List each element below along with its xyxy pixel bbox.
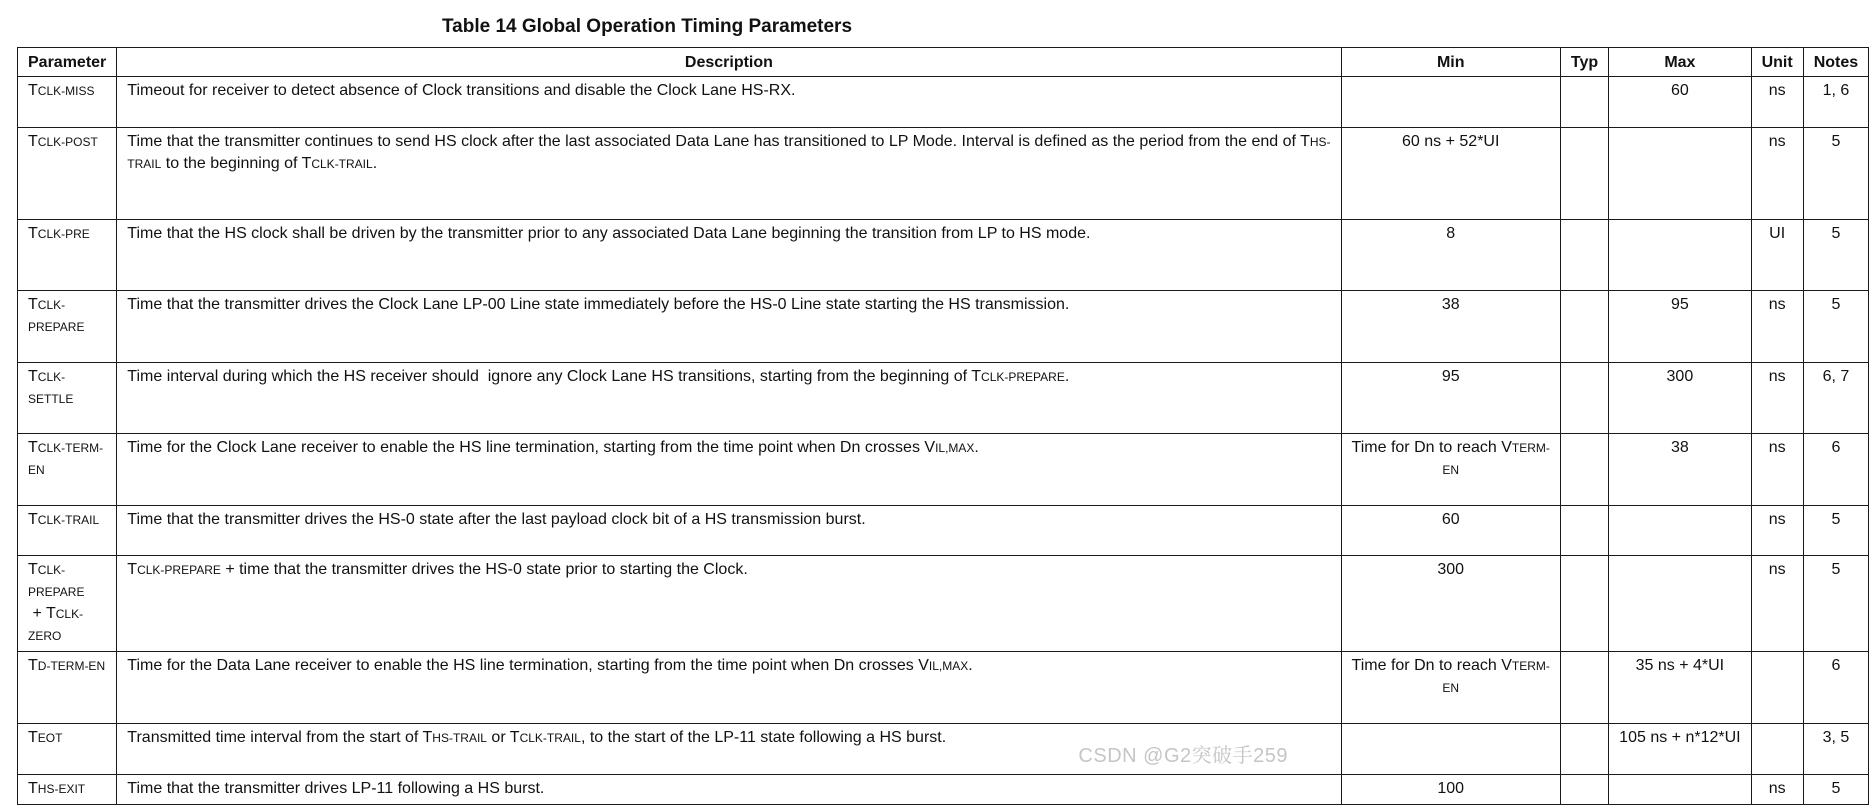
description-cell (117, 363, 1341, 434)
symbol-subscript: CLK-PREPARE (28, 563, 85, 599)
unit-cell (1751, 652, 1803, 724)
symbol-letter: T (509, 729, 520, 746)
symbol-letter: T (1300, 133, 1310, 150)
timing-parameters-table (17, 47, 1869, 805)
symbol-subscript: D-TERM-EN (37, 659, 106, 673)
typ-cell (1560, 506, 1608, 556)
description-cell (117, 77, 1341, 128)
symbol-subscript: EOT (37, 731, 63, 745)
symbol-subscript: CLK-TRAIL (311, 157, 373, 171)
header-max: Max (1609, 48, 1751, 77)
text-segment: 100 (1437, 780, 1465, 797)
symbol-subscript: CLK-TERM-EN (28, 441, 104, 477)
notes-cell: 5 (1803, 775, 1868, 805)
unit-cell: ns (1751, 506, 1803, 556)
unit-cell: ns (1751, 291, 1803, 363)
header-min: Min (1341, 48, 1560, 77)
max-cell (1609, 724, 1751, 775)
text-segment: 95 (1670, 296, 1689, 313)
symbol-subscript: CLK-TRAIL (37, 513, 100, 527)
symbol-letter: V (1501, 657, 1512, 674)
symbol-subscript: IL,MAX (928, 659, 969, 673)
table-row (18, 128, 1869, 220)
description-cell (117, 506, 1341, 556)
notes-cell: 5 (1803, 128, 1868, 220)
text-segment: 60 ns + 52*UI (1402, 133, 1500, 150)
text-segment: or (486, 729, 510, 746)
min-cell (1341, 128, 1560, 220)
notes-cell: 5 (1803, 220, 1868, 291)
typ-cell (1560, 363, 1608, 434)
notes-cell: 6, 7 (1803, 363, 1868, 434)
text-segment: 300 (1666, 368, 1694, 385)
symbol-letter: T (301, 155, 312, 172)
symbol-subscript: TERM-EN (1442, 441, 1550, 477)
table-row (18, 652, 1869, 724)
min-cell (1341, 291, 1560, 363)
header-typ: Typ (1560, 48, 1608, 77)
parameter-cell (18, 220, 117, 291)
symbol-letter: T (28, 729, 38, 746)
text-segment: 8 (1446, 225, 1456, 242)
parameter-cell (18, 556, 117, 652)
min-cell (1341, 652, 1560, 724)
notes-cell: 3, 5 (1803, 724, 1868, 775)
text-segment: Time interval during which the HS receiver should ignore any Clock Lane HS transitions, starting from the beginning of (127, 368, 972, 385)
text-segment: . (968, 657, 973, 674)
header-unit: Unit (1751, 48, 1803, 77)
min-cell (1341, 506, 1560, 556)
parameter-cell (18, 506, 117, 556)
symbol-subscript: HS-TRAIL (127, 135, 1331, 171)
description-cell (117, 652, 1341, 724)
parameter-cell (18, 291, 117, 363)
parameter-cell (18, 724, 117, 775)
symbol-subscript: HS-TRAIL (432, 731, 487, 745)
max-cell (1609, 556, 1751, 652)
description-cell (117, 291, 1341, 363)
table-row (18, 556, 1869, 652)
text-segment: Time that the transmitter drives LP-11 following a HS burst. (127, 780, 545, 797)
text-segment: 105 ns + n*12*UI (1619, 729, 1741, 746)
text-segment: Time for Dn to reach (1351, 657, 1502, 674)
table-row (18, 506, 1869, 556)
symbol-letter: T (422, 729, 433, 746)
parameter-cell (18, 434, 117, 506)
text-segment: Time for Dn to reach (1351, 439, 1502, 456)
symbol-letter: V (918, 657, 929, 674)
min-cell (1341, 434, 1560, 506)
description-cell (117, 434, 1341, 506)
symbol-letter: T (28, 225, 38, 242)
typ-cell (1560, 291, 1608, 363)
text-segment: Time that the transmitter drives the HS-0 state after the last payload clock bit of a HS transmission burst. (127, 511, 866, 528)
parameter-cell (18, 77, 117, 128)
symbol-letter: T (28, 368, 38, 385)
notes-cell: 6 (1803, 434, 1868, 506)
notes-cell: 6 (1803, 652, 1868, 724)
notes-cell: 5 (1803, 291, 1868, 363)
text-segment: 35 ns + 4*UI (1635, 657, 1725, 674)
text-segment: + time that the transmitter drives the HS-0 state prior to starting the Clock. (220, 561, 748, 578)
text-segment: , to the start of the LP-11 state following a HS burst. (580, 729, 947, 746)
symbol-letter: T (28, 780, 38, 797)
min-cell (1341, 220, 1560, 291)
unit-cell: ns (1751, 128, 1803, 220)
min-cell (1341, 77, 1560, 128)
table-row (18, 775, 1869, 805)
symbol-subscript: CLK-SETTLE (28, 370, 74, 406)
notes-cell: 5 (1803, 506, 1868, 556)
header-parameter: Parameter (18, 48, 117, 77)
text-segment: + (28, 605, 46, 622)
unit-cell: ns (1751, 556, 1803, 652)
max-cell (1609, 652, 1751, 724)
min-cell (1341, 775, 1560, 805)
symbol-subscript: CLK-ZERO (28, 607, 84, 643)
unit-cell: ns (1751, 434, 1803, 506)
typ-cell (1560, 128, 1608, 220)
text-segment: 38 (1441, 296, 1460, 313)
symbol-subscript: CLK-PREPARE (981, 370, 1065, 384)
table-row (18, 434, 1869, 506)
typ-cell (1560, 220, 1608, 291)
table-header-row (18, 48, 1869, 77)
text-segment: 60 (1441, 511, 1460, 528)
min-cell (1341, 363, 1560, 434)
max-cell (1609, 434, 1751, 506)
watermark: CSDN @G2突破手259 (1078, 745, 1288, 767)
text-segment: 95 (1441, 368, 1460, 385)
max-cell (1609, 128, 1751, 220)
parameter-cell (18, 775, 117, 805)
typ-cell (1560, 775, 1608, 805)
symbol-letter: T (28, 296, 38, 313)
max-cell (1609, 363, 1751, 434)
symbol-letter: T (28, 439, 38, 456)
symbol-subscript: IL,MAX (935, 441, 975, 455)
max-cell (1609, 220, 1751, 291)
text-segment: Time for the Clock Lane receiver to enable the HS line termination, starting from the time point when Dn crosses (127, 439, 925, 456)
text-segment: 60 (1670, 82, 1689, 99)
symbol-letter: T (28, 133, 38, 150)
unit-cell: UI (1751, 220, 1803, 291)
parameter-cell (18, 363, 117, 434)
unit-cell: ns (1751, 77, 1803, 128)
table-row (18, 220, 1869, 291)
description-cell (117, 128, 1341, 220)
min-cell (1341, 556, 1560, 652)
symbol-letter: T (45, 605, 56, 622)
text-segment: 300 (1437, 561, 1465, 578)
symbol-letter: T (28, 82, 38, 99)
text-segment: . (974, 439, 979, 456)
symbol-letter: T (971, 368, 982, 385)
unit-cell (1751, 724, 1803, 775)
text-segment: 38 (1670, 439, 1689, 456)
min-cell (1341, 724, 1560, 775)
symbol-letter: T (28, 657, 38, 674)
notes-cell: 1, 6 (1803, 77, 1868, 128)
symbol-subscript: CLK-TRAIL (519, 731, 581, 745)
symbol-letter: V (1501, 439, 1512, 456)
symbol-subscript: CLK-PREPARE (28, 298, 85, 334)
table-title: Table 14 Global Operation Timing Parameters (441, 16, 853, 37)
notes-cell: 5 (1803, 556, 1868, 652)
typ-cell (1560, 434, 1608, 506)
symbol-subscript: CLK-POST (37, 135, 98, 149)
header-notes: Notes (1803, 48, 1868, 77)
symbol-letter: T (28, 511, 38, 528)
parameter-cell (18, 652, 117, 724)
description-cell (117, 556, 1341, 652)
typ-cell (1560, 724, 1608, 775)
table-row (18, 77, 1869, 128)
symbol-letter: V (924, 439, 936, 456)
unit-cell: ns (1751, 363, 1803, 434)
symbol-subscript: CLK-MISS (37, 84, 95, 98)
parameter-cell (18, 128, 117, 220)
text-segment: . (372, 155, 378, 172)
text-segment: Time that the transmitter continues to send HS clock after the last associated Data Lane has transitioned to LP Mode. Interval is defined as the period from the end of (127, 133, 1301, 150)
symbol-letter: T (28, 561, 38, 578)
text-segment: to the beginning of (161, 155, 302, 172)
max-cell (1609, 506, 1751, 556)
table-row (18, 363, 1869, 434)
max-cell (1609, 77, 1751, 128)
table-row (18, 724, 1869, 775)
typ-cell (1560, 77, 1608, 128)
max-cell (1609, 775, 1751, 805)
table-row (18, 291, 1869, 363)
typ-cell (1560, 652, 1608, 724)
text-segment: Timeout for receiver to detect absence of Clock transitions and disable the Clock Lane HS-RX. (127, 82, 796, 99)
max-cell (1609, 291, 1751, 363)
unit-cell: ns (1751, 775, 1803, 805)
text-segment: Time that the HS clock shall be driven by the transmitter prior to any associated Data Lane beginning the transition from LP to HS mode. (127, 225, 1091, 242)
text-segment: Time that the transmitter drives the Clock Lane LP-00 Line state immediately before the HS-0 Line state starting the HS transmission. (127, 296, 1070, 313)
symbol-letter: T (127, 561, 138, 578)
symbol-subscript: CLK-PREPARE (137, 563, 221, 577)
text-segment: Transmitted time interval from the start of (127, 729, 423, 746)
symbol-subscript: TERM-EN (1442, 659, 1550, 695)
symbol-subscript: HS-EXIT (37, 782, 86, 796)
description-cell (117, 775, 1341, 805)
text-segment: . (1064, 368, 1070, 385)
symbol-subscript: CLK-PRE (37, 227, 90, 241)
text-segment: Time for the Data Lane receiver to enable the HS line termination, starting from the time point when Dn crosses (127, 657, 919, 674)
typ-cell (1560, 556, 1608, 652)
description-cell (117, 220, 1341, 291)
header-description: Description (117, 48, 1341, 77)
